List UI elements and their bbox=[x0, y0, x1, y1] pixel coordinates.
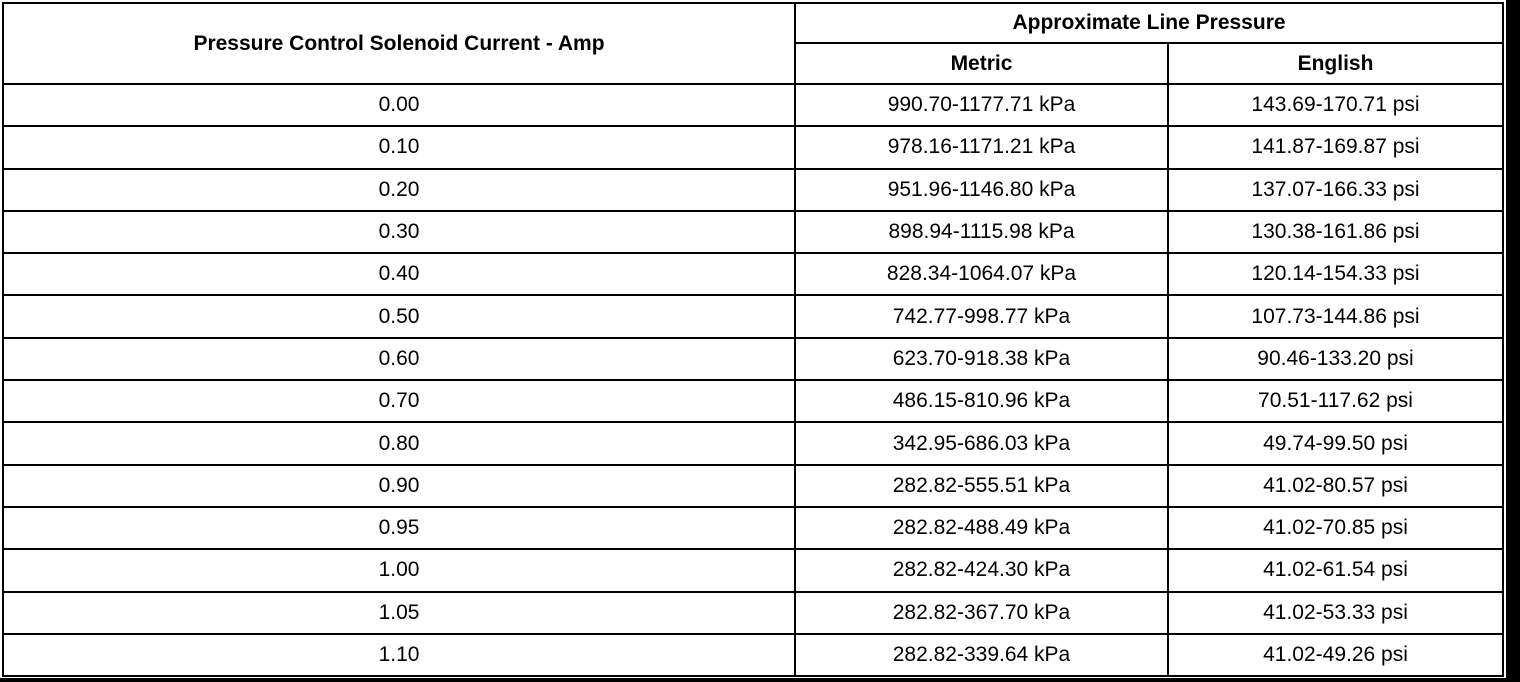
cell-current: 0.70 bbox=[3, 380, 795, 422]
cell-metric: 282.82-555.51 kPa bbox=[795, 465, 1168, 507]
cell-metric: 282.82-339.64 kPa bbox=[795, 634, 1168, 676]
table-row bbox=[3, 211, 1503, 253]
cell-english: 41.02-80.57 psi bbox=[1168, 465, 1503, 507]
cell-current: 0.20 bbox=[3, 169, 795, 211]
cell-metric: 898.94-1115.98 kPa bbox=[795, 211, 1168, 253]
cell-english: 137.07-166.33 psi bbox=[1168, 169, 1503, 211]
cell-current: 0.95 bbox=[3, 507, 795, 549]
table-row bbox=[3, 634, 1503, 676]
table-row bbox=[3, 295, 1503, 337]
table-row bbox=[3, 380, 1503, 422]
header-approx-line-pressure: Approximate Line Pressure bbox=[795, 3, 1503, 43]
table-row bbox=[3, 592, 1503, 634]
cell-english: 41.02-61.54 psi bbox=[1168, 549, 1503, 591]
table-row bbox=[3, 169, 1503, 211]
table-row bbox=[3, 549, 1503, 591]
cell-current: 0.80 bbox=[3, 422, 795, 464]
table-row bbox=[3, 338, 1503, 380]
cell-current: 0.10 bbox=[3, 126, 795, 168]
cell-metric: 486.15-810.96 kPa bbox=[795, 380, 1168, 422]
table-row bbox=[3, 126, 1503, 168]
cell-english: 49.74-99.50 psi bbox=[1168, 422, 1503, 464]
cell-current: 0.50 bbox=[3, 295, 795, 337]
cell-english: 107.73-144.86 psi bbox=[1168, 295, 1503, 337]
cell-metric: 828.34-1064.07 kPa bbox=[795, 253, 1168, 295]
cell-english: 41.02-53.33 psi bbox=[1168, 592, 1503, 634]
cell-english: 90.46-133.20 psi bbox=[1168, 338, 1503, 380]
cell-metric: 282.82-367.70 kPa bbox=[795, 592, 1168, 634]
table-row bbox=[3, 253, 1503, 295]
cell-metric: 282.82-488.49 kPa bbox=[795, 507, 1168, 549]
cell-metric: 742.77-998.77 kPa bbox=[795, 295, 1168, 337]
cell-english: 70.51-117.62 psi bbox=[1168, 380, 1503, 422]
cell-current: 0.00 bbox=[3, 84, 795, 126]
cell-current: 0.40 bbox=[3, 253, 795, 295]
header-solenoid-current: Pressure Control Solenoid Current - Amp bbox=[3, 3, 795, 84]
cell-english: 41.02-70.85 psi bbox=[1168, 507, 1503, 549]
cell-current: 1.10 bbox=[3, 634, 795, 676]
cell-current: 1.00 bbox=[3, 549, 795, 591]
cell-english: 141.87-169.87 psi bbox=[1168, 126, 1503, 168]
cell-current: 0.90 bbox=[3, 465, 795, 507]
cell-metric: 978.16-1171.21 kPa bbox=[795, 126, 1168, 168]
cell-current: 0.30 bbox=[3, 211, 795, 253]
table-row bbox=[3, 507, 1503, 549]
cell-metric: 342.95-686.03 kPa bbox=[795, 422, 1168, 464]
table-row bbox=[3, 465, 1503, 507]
cell-english: 41.02-49.26 psi bbox=[1168, 634, 1503, 676]
cell-metric: 282.82-424.30 kPa bbox=[795, 549, 1168, 591]
table-row bbox=[3, 84, 1503, 126]
table-row bbox=[3, 422, 1503, 464]
cell-current: 1.05 bbox=[3, 592, 795, 634]
line-pressure-table bbox=[2, 2, 1504, 677]
cell-english: 120.14-154.33 psi bbox=[1168, 253, 1503, 295]
cell-metric: 623.70-918.38 kPa bbox=[795, 338, 1168, 380]
header-metric: Metric bbox=[795, 43, 1168, 84]
cell-english: 143.69-170.71 psi bbox=[1168, 84, 1503, 126]
header-english: English bbox=[1168, 43, 1503, 84]
cell-current: 0.60 bbox=[3, 338, 795, 380]
cell-metric: 990.70-1177.71 kPa bbox=[795, 84, 1168, 126]
cell-english: 130.38-161.86 psi bbox=[1168, 211, 1503, 253]
cell-metric: 951.96-1146.80 kPa bbox=[795, 169, 1168, 211]
